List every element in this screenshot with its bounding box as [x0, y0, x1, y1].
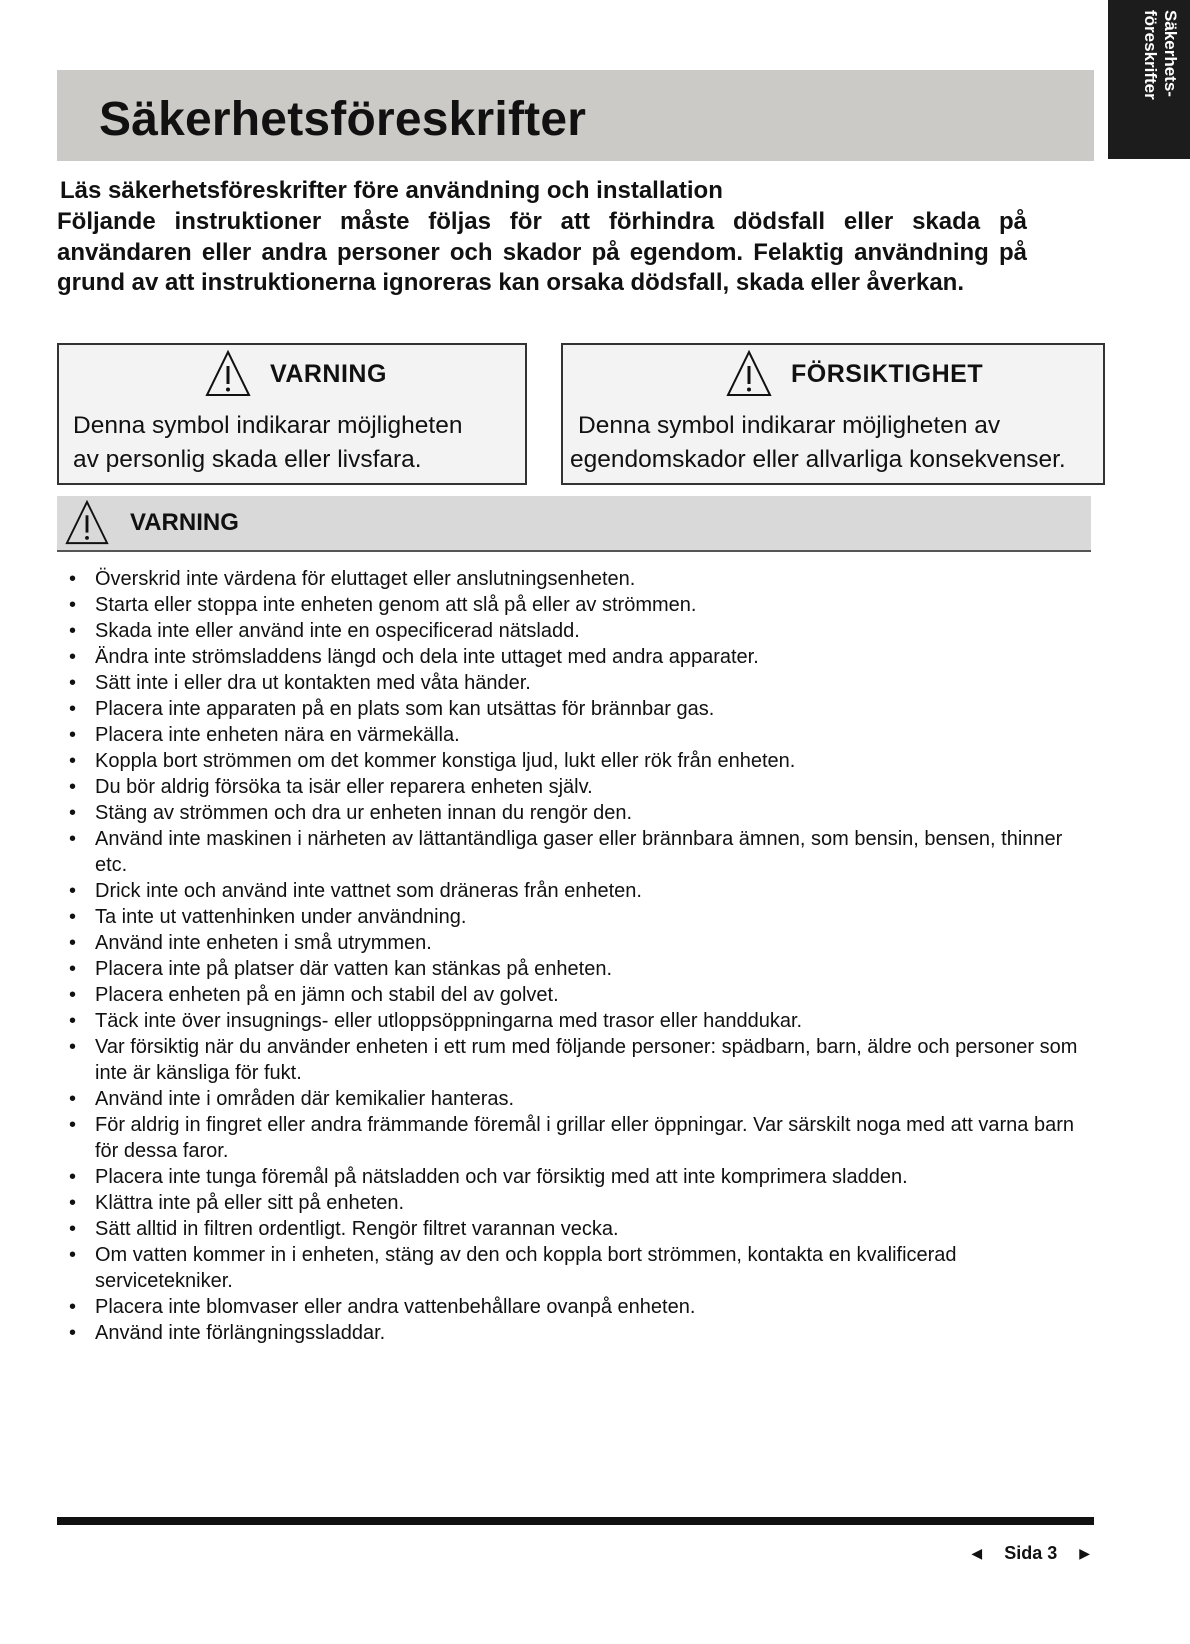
list-item: • Överskrid inte värdena för eluttaget eller anslutningsenheten. [57, 566, 1097, 592]
title-bar [57, 70, 1094, 161]
triangle-left-icon[interactable]: ◀ [971, 1545, 983, 1561]
caution-box-header [725, 347, 983, 401]
section-tab[interactable] [1108, 0, 1190, 159]
list-item: • Starta eller stoppa inte enheten genom att slå på eller av strömmen. [57, 592, 1097, 618]
page-number: Sida 3 [1004, 1543, 1058, 1563]
list-item: • Sätt alltid in filtren ordentligt. Rengör filtret varannan vecka. [57, 1216, 1097, 1242]
list-item: • Använd inte i områden där kemikalier hanteras. [57, 1086, 1097, 1112]
list-item: • Täck inte över insugnings- eller utloppsöppningarna med trasor eller handdukar. [57, 1008, 1097, 1034]
list-item: • Använd inte förlängningssladdar. [57, 1320, 1097, 1346]
warning-section-label: VARNING [130, 509, 239, 536]
list-item: • Ändra inte strömsladdens längd och dela inte uttaget med andra apparater. [57, 644, 1097, 670]
section-tab-label: Säkerhets- föreskrifter [1141, 10, 1180, 100]
caution-box [561, 343, 1105, 485]
list-item: • Placera enheten på en jämn och stabil del av golvet. [57, 982, 1097, 1008]
list-item: • Var försiktig när du använder enheten i ett rum med följande personer: spädbarn, barn, äldre och personer som inte är känsliga för fukt. [57, 1034, 1097, 1086]
caution-box-label: FÖRSIKTIGHET [791, 359, 984, 388]
list-item: • Om vatten kommer in i enheten, stäng av den och koppla bort strömmen, kontakta en kvalificerad servicetekniker. [57, 1242, 1097, 1294]
list-item: • Placera inte tunga föremål på nätsladden och var försiktig med att inte komprimera sladden. [57, 1164, 1097, 1190]
footer-rule [57, 1517, 1094, 1525]
warning-triangle-icon [725, 349, 773, 399]
list-item: • Placera inte på platser där vatten kan stänkas på enheten. [57, 956, 1097, 982]
list-item: • Klättra inte på eller sitt på enheten. [57, 1190, 1097, 1216]
warning-triangle-icon [64, 499, 110, 547]
list-item: • Använd inte maskinen i närheten av lättantändliga gaser eller brännbara ämnen, som bensin, bensen, thinner etc. [57, 826, 1097, 878]
list-item: • Placera inte apparaten på en plats som kan utsättas för brännbar gas. [57, 696, 1097, 722]
list-item: • Sätt inte i eller dra ut kontakten med våta händer. [57, 670, 1097, 696]
warning-section-header [57, 496, 1091, 552]
list-item: • Koppla bort strömmen om det kommer konstiga ljud, lukt eller rök från enheten. [57, 748, 1097, 774]
warning-list [57, 566, 1097, 1346]
warning-box-description: Denna symbol indikarar möjligheten av personlig skada eller livsfara. [73, 412, 463, 473]
warning-triangle-icon [204, 349, 252, 399]
list-item: • Ta inte ut vattenhinken under användning. [57, 904, 1097, 930]
pagination [971, 1543, 1090, 1564]
intro-paragraph: Följande instruktioner måste följas för att förhindra dödsfall eller skada på användaren eller andra personer och skador på egendom. Felaktig användning på grund av att instruktionerna ignoreras kan orsaka dödsfall, skada eller åverkan. [57, 208, 1027, 296]
warning-box-header [204, 347, 387, 401]
list-item: • Drick inte och använd inte vattnet som dräneras från enheten. [57, 878, 1097, 904]
list-item: • Placera inte blomvaser eller andra vattenbehållare ovanpå enheten. [57, 1294, 1097, 1320]
list-item: • Placera inte enheten nära en värmekälla. [57, 722, 1097, 748]
list-item: • Använd inte enheten i små utrymmen. [57, 930, 1097, 956]
list-item: • Stäng av strömmen och dra ur enheten innan du rengör den. [57, 800, 1097, 826]
caution-box-description: Denna symbol indikarar möjligheten av egendomskador eller allvarliga konsekvenser. [570, 412, 1066, 473]
warning-box [57, 343, 527, 485]
page-title: Säkerhetsföreskrifter [99, 93, 587, 146]
warning-box-label: VARNING [270, 359, 387, 388]
list-item: • Skada inte eller använd inte en ospecificerad nätsladd. [57, 618, 1097, 644]
list-item: • Du bör aldrig försöka ta isär eller reparera enheten själv. [57, 774, 1097, 800]
subheading: Läs säkerhetsföreskrifter före användning och installation [60, 177, 723, 204]
list-item: • För aldrig in fingret eller andra främmande föremål i grillar eller öppningar. Var särskilt noga med att varna barn för dessa faror. [57, 1112, 1097, 1164]
triangle-right-icon[interactable]: ▶ [1079, 1545, 1090, 1561]
